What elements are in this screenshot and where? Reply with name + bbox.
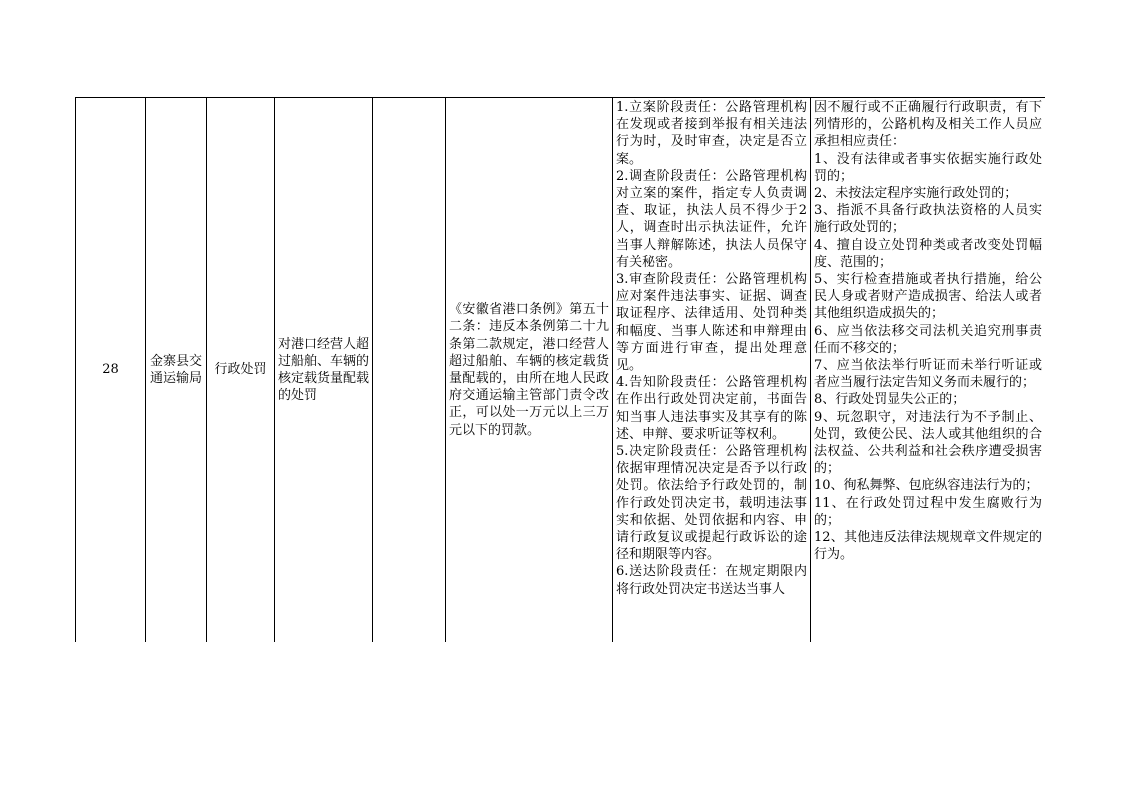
power-type: 行政处罚 [214,362,267,378]
liability-item: 3、指派不具备行政执法资格的人员实施行政处罚的； [814,203,1042,236]
liability-item: 12、其他违反法律法规规章文件规定的行为。 [814,530,1042,563]
power-list-table [75,97,1045,642]
power-type-cell [207,98,275,643]
responsibility-item: 5.决定阶段责任：公路管理机构依据审理情况决定是否予以行政处罚。依法给予行政处罚的，制作行政处罚决定书，载明违法事实和依据、处罚依据和内容、申请行政复议或提起行政诉讼的途径和期限等内容。 [616,444,807,563]
liability-item: 9、玩忽职守，对违法行为不予制止、处罚，致使公民、法人或其他组织的合法权益、公共利益和社会秩序遭受损害的； [814,409,1042,477]
row-number-cell [76,98,146,643]
responsibility-item: 1.立案阶段责任：公路管理机构在发现或者接到举报有相关违法行为时，及时审查，决定是否立案。 [616,100,807,167]
row-number: 28 [102,362,119,378]
item-name-cell [275,98,373,643]
liability-item: 1、没有法律或者事实依据实施行政处罚的； [814,151,1042,184]
liability-item: 6、应当依法移交司法机关追究刑事责任而不移交的； [814,323,1042,356]
responsibility-item: 2.调查阶段责任：公路管理机构对立案的案件，指定专人负责调查、取证，执法人员不得少于2人，调查时出示执法证件，允许当事人辩解陈述，执法人员保守有关秘密。 [616,168,807,270]
table-row [76,98,1046,643]
organization-name: 金寨县交通运输局 [149,353,202,386]
liability-item: 7、应当依法举行听证而未举行听证或者应当履行法定告知义务而未履行的； [814,358,1042,391]
responsibilities-list [616,99,807,642]
liabilities-cell [811,98,1046,643]
power-list-table-wrapper [75,97,1045,642]
legal-basis-cell [446,98,613,643]
responsibility-item: 3.审查阶段责任：公路管理机构应对案件违法事实、证据、调查取证程序、法律适用、处罚种类和幅度、当事人陈述和申辩理由等方面进行审查，提出处理意见。 [616,272,807,374]
responsibilities-cell [613,98,811,643]
organization-cell [146,98,207,643]
responsibility-item: 6.送达阶段责任：在规定期限内将行政处罚决定书送达当事人 [616,564,807,597]
sub-item-cell [373,98,446,643]
liability-item: 4、擅自设立处罚种类或者改变处罚幅度、范围的； [814,237,1042,270]
item-name: 对港口经营人超过船舶、车辆的核定载货量配载的处罚 [278,336,370,404]
liabilities-list [814,99,1042,642]
liability-item: 8、行政处罚显失公正的； [814,392,966,408]
liability-item: 2、未按法定程序实施行政处罚的； [814,186,1018,202]
legal-basis: 《安徽省港口条例》第五十二条：违反本条例第二十九条第二款规定，港口经营人超过船舶、车辆的核定载货量配载的，由所在地人民政府交通运输主管部门责令改正，可以处一万元以上三万元以下的罚款。 [449,302,609,438]
liability-intro: 因不履行或不正确履行行政职责，有下列情形的，公路机构及相关工作人员应承担相应责任： [814,100,1042,150]
liability-item: 10、徇私舞弊、包庇纵容违法行为的； [814,478,1039,494]
liability-item: 11、在行政处罚过程中发生腐败行为的； [814,495,1042,528]
responsibility-item: 4.告知阶段责任：公路管理机构在作出行政处罚决定前，书面告知当事人违法事实及其享有的陈述、申辩、要求听证等权利。 [616,375,807,442]
liability-item: 5、实行检查措施或者执行措施，给公民人身或者财产造成损害、给法人或者其他组织造成损失的； [814,272,1042,322]
